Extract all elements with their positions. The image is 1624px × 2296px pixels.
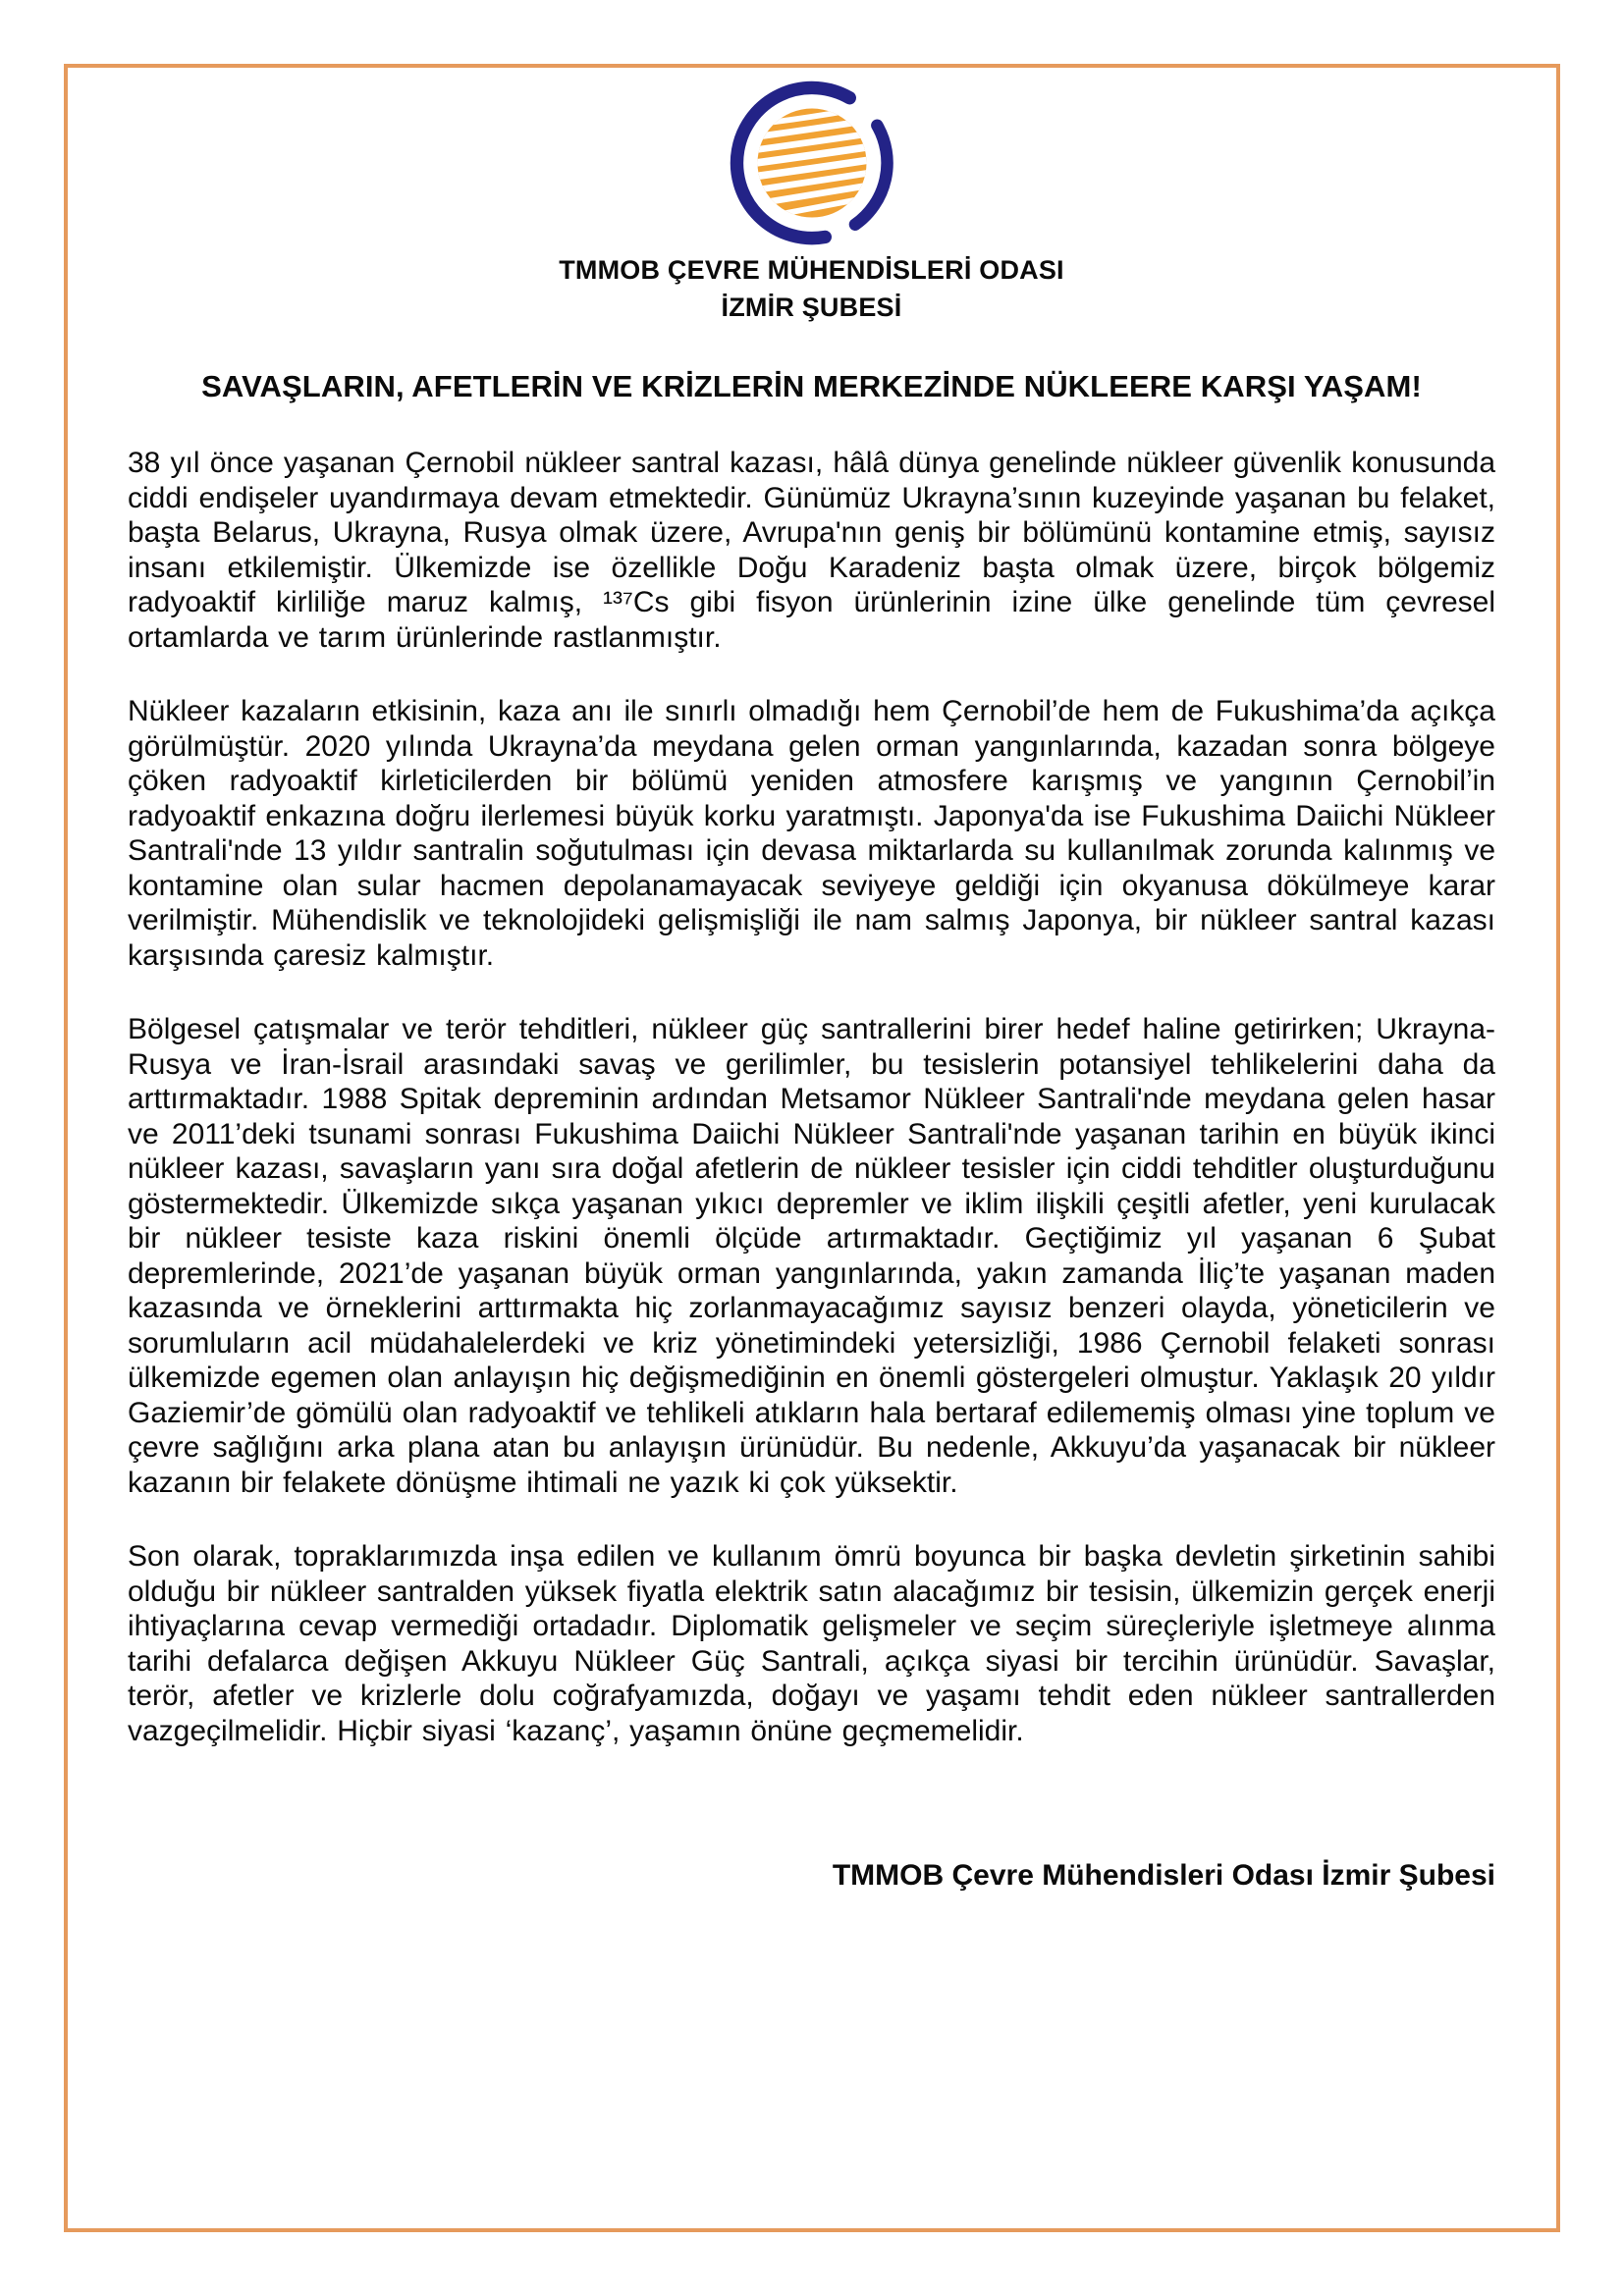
document-title: SAVAŞLARIN, AFETLERİN VE KRİZLERİN MERKEZİNDE NÜKLEERE KARŞI YAŞAM!: [201, 369, 1422, 403]
paragraph-4: Son olarak, topraklarımızda inşa edilen ve kullanım ömrü boyunca bir başka devletin şirketinin sahibi olduğu bir nükleer santralden yüksek fiyatla elektrik satın alacağımız bir tesisin, ülkemizin gerçek enerji ihtiyaçlarına cevap vermediği ortadadır. Diplomatik gelişmeler ve seçim süreçleriyle işletmeye alınma tarihi defalarca değişen Akkuyu Nükleer Güç Santrali, açıkça siyasi bir tercihin ürünüdür. Savaşlar, terör, afetler ve krizlerle dolu coğrafyamızda, doğayı ve yaşamı tehdit eden nükleer santrallerden vazgeçilmelidir. Hiçbir siyasi ‘kazanç’, yaşamın önüne geçmemelidir.: [128, 1540, 1495, 1747]
document-body: [128, 446, 1495, 1748]
organization-logo: [128, 77, 1495, 251]
globe-swirl-logo-icon: [718, 77, 906, 251]
page-content: [128, 71, 1495, 1894]
paragraph-2: Nükleer kazaların etkisinin, kaza anı ile sınırlı olmadığı hem Çernobil’de hem de Fukushima’da açıkça görülmüştür. 2020 yılında Ukrayna’da meydana gelen orman yangınlarında, kazadan sonra bölgeye çöken radyoaktif kirleticilerden bir bölümü yeniden atmosfere karışmış ve yangının Çernobil’in radyoaktif enkazına doğru ilerlemesi büyük korku yaratmıştı. Japonya'da ise Fukushima Daiichi Nükleer Santrali'nde 13 yıldır santralin soğutulması için devasa miktarlarda su kullanılmak zorunda kalınmış ve kontamine olan sular hacmen depolanamayacak seviyeye geldiği için okyanusa dökülmeye karar verilmiştir. Mühendislik ve teknolojideki gelişmişliği ile nam salmış Japonya, bir nükleer santral kazası karşısında çaresiz kalmıştır.: [128, 695, 1495, 972]
paragraph-3: Bölgesel çatışmalar ve terör tehditleri, nükleer güç santrallerini birer hedef haline getirirken; Ukrayna-Rusya ve İran-İsrail arasındaki savaş ve gerilimler, bu tesislerin potansiyel tehlikelerini daha da arttırmaktadır. 1988 Spitak depreminin ardından Metsamor Nükleer Santrali'nde meydana gelen hasar ve 2011’deki tsunami sonrası Fukushima Daiichi Nükleer Santrali'nde yaşanan tarihin en büyük ikinci nükleer kazası, savaşların yanı sıra doğal afetlerin de nükleer tesisler için ciddi tehditler oluşturduğunu göstermektedir. Ülkemizde sıkça yaşanan yıkıcı depremler ve iklim ilişkili çeşitli afetler, yeni kurulacak bir nükleer tesiste kaza riskini önemli ölçüde artırmaktadır. Geçtiğimiz yıl yaşanan 6 Şubat depremlerinde, 2021’de yaşanan büyük orman yangınlarında, yakın zamanda İliç’te yaşanan maden kazasında ve örneklerini arttırmakta hiç zorlanmayacağımız sayısız benzeri olayda, yöneticilerin ve sorumluların acil müdahalelerdeki ve kriz yönetimindeki yetersizliği, 1986 Çernobil felaketi sonrası ülkemizde egemen olan anlayışın hiç değişmediğinin en önemli göstergeleri olmuştur. Yaklaşık 20 yıldır Gaziemir’de gömülü olan radyoaktif ve tehlikeli atıkların hala bertaraf edilememiş olması yine toplum ve çevre sağlığını arka plana atan bu anlayışın ürünüdür. Bu nedenle, Akkuyu’da yaşanacak bir nükleer kazanın bir felakete dönüşme ihtimali ne yazık ki çok yüksektir.: [128, 1013, 1495, 1499]
organization-branch: İZMİR ŞUBESİ: [721, 293, 902, 322]
organization-name: TMMOB ÇEVRE MÜHENDİSLERİ ODASI: [559, 255, 1064, 285]
paragraph-1: 38 yıl önce yaşanan Çernobil nükleer santral kazası, hâlâ dünya genelinde nükleer güvenlik konusunda ciddi endişeler uyandırmaya devam etmektedir. Günümüz Ukrayna’sının kuzeyinde yaşanan bu felaket, başta Belarus, Ukrayna, Rusya olmak üzere, Avrupa'nın geniş bir bölümünü kontamine etmiş, sayısız insanı etkilemiştir. Ülkemizde ise özellikle Doğu Karadeniz başta olmak üzere, birçok bölgemiz radyoaktif kirliliğe maruz kalmış, ¹³⁷Cs gibi fisyon ürünlerinin izine ülke genelinde tüm çevresel ortamlarda ve tarım ürünlerinde rastlanmıştır.: [128, 447, 1495, 654]
signature: TMMOB Çevre Mühendisleri Odası İzmir Şubesi: [832, 1859, 1495, 1892]
